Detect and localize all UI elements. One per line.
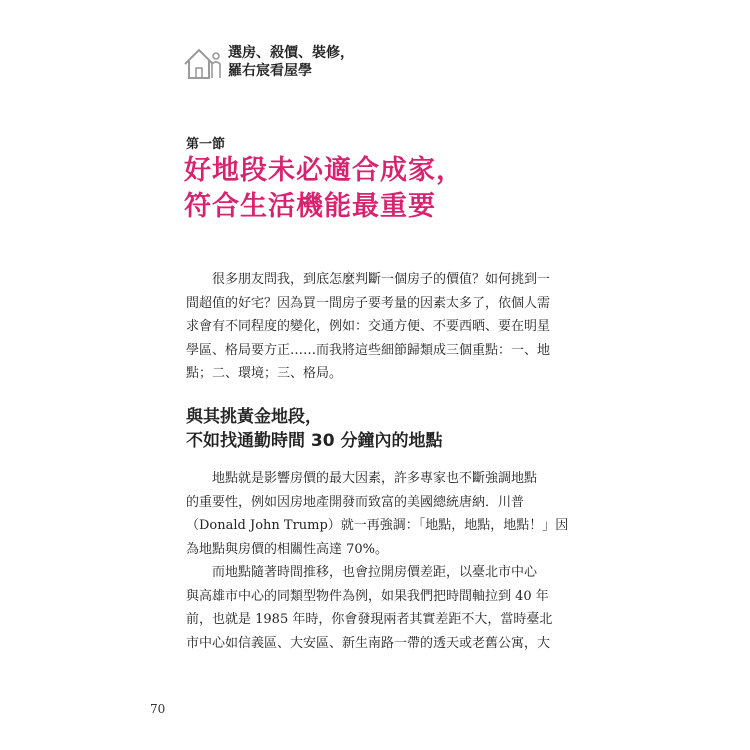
- text-line: 前，也就是 1985 年時，你會發現兩者其實差距不大，當時臺北: [186, 612, 553, 627]
- text-line: 學區、格局要方正……而我將這些細節歸類成三個重點：一、地: [186, 342, 551, 358]
- chapter-title: [184, 153, 464, 225]
- subheading-line-1: 與其挑黃金地段，: [186, 407, 322, 427]
- page-number: 70: [150, 702, 166, 716]
- text-line: 求會有不同程度的變化，例如：交通方便、不要西晒、要在明星: [186, 319, 551, 334]
- text-line: （Donald John Trump）就一再強調：「地點，地點，地點！」因: [186, 518, 569, 533]
- text-line: 地點就是影響房價的最大因素，許多專家也不斷強調地點: [186, 471, 538, 486]
- text-line: 而地點隨著時間推移，也會拉開房價差距，以臺北市中心: [186, 565, 538, 580]
- header-title-line-2: 羅右宸看屋學: [228, 63, 312, 79]
- chapter-title-line-1: 好地段未必適合成家，: [184, 155, 464, 186]
- subheading-line-2: 不如找通勤時間 30 分鐘內的地點: [186, 431, 443, 451]
- intro-paragraph: [186, 268, 570, 386]
- body-paragraph-2: [186, 561, 570, 655]
- text-line: 的重要性，例如因房地產開發而致富的美國總統唐納．川普: [186, 494, 525, 510]
- text-line: 很多朋友問我，到底怎麼判斷一個房子的價值？如何挑到一: [186, 272, 551, 287]
- text-line: 市中心如信義區、大安區、新生南路一帶的透天或老舊公寓，大: [186, 635, 551, 651]
- subheading: [186, 405, 443, 453]
- chapter-title-line-2: 符合生活機能最重要: [184, 191, 436, 222]
- text-line: 間超值的好宅？因為買一間房子要考量的因素太多了，依個人需: [186, 295, 551, 311]
- body-paragraph-1: [186, 467, 570, 561]
- running-header: [183, 40, 383, 90]
- text-line: 與高雄市中心的同類型物件為例，如果我們把時間軸拉到 40 年: [186, 588, 549, 604]
- text-line: 為地點與房價的相關性高達 70%。: [186, 541, 389, 557]
- header-title: [228, 44, 354, 80]
- header-title-line-1: 選房、殺價、裝修，: [228, 45, 354, 61]
- section-label: 第一節: [186, 137, 226, 152]
- text-line: 點；二、環境；三、格局。: [186, 366, 343, 381]
